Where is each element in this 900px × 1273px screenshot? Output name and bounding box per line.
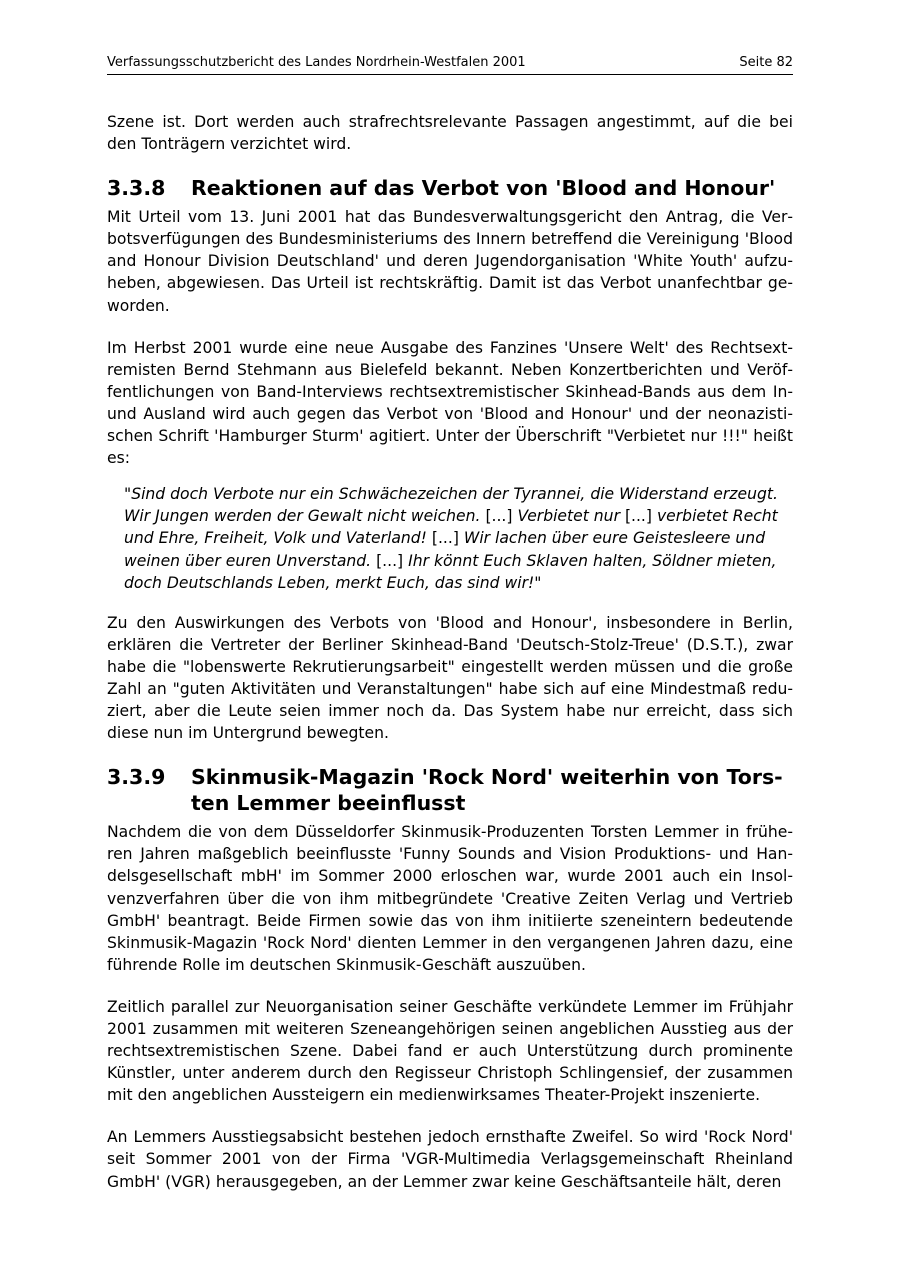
quote-text: Wir lachen über eure Geistesleere und weinen über euren Unverstand. [124, 529, 766, 570]
section-number: 3.3.9 [107, 765, 166, 790]
section-title: Skinmusik-Magazin 'Rock Nord' weiterhin von Torsten Lemmer beeinflusst [191, 765, 783, 816]
body-paragraph: Zeitlich parallel zur Neuorganisation seiner Geschäfte verkündete Lemmer im Frühjahr 2001 zusammen mit weiteren Szeneangehörigen seinen angeblichen Ausstieg aus der rechtsextremistischen Szene. Dabei fand er auch Unterstützung durch prominente Künstler, unter anderem durch den Regisseur Christoph Schlingensief, der zusammen mit den angeblichen Aussteigern ein medienwirksames Theater-Projekt inszenierte. [107, 997, 793, 1105]
quote-ellipsis: [...] [376, 551, 404, 570]
quote-ellipsis: [...] [485, 507, 513, 526]
section-heading-3-3-8 [107, 175, 793, 201]
body-paragraph: Zu den Auswirkungen des Verbots von 'Blood and Honour', insbesondere in Berlin, erklären die Vertreter der Berliner Skinhead-Band 'Deutsch-Stolz-Treue' (D.S.T.), zwar habe die "lobenswerte Rekrutierungsarbeit" eingestellt werden müssen und die große Zahl an "guten Aktivitäten und Veranstaltungen" habe sich auf eine Mindestmaß reduziert, aber die Leute seien immer noch da. Das System habe nur erreicht, dass sich diese nun im Untergrund bewegten. [107, 613, 793, 743]
running-header [107, 54, 793, 75]
body-paragraph: Nachdem die von dem Düsseldorfer Skinmusik-Produzenten Torsten Lemmer in früheren Jahren maßgeblich beeinflusste 'Funny Sounds and Vision Produktions- und Handelsgesellschaft mbH' im Sommer 2000 erloschen war, wurde 2001 auch ein Insolvenzverfahren über die von ihm mitbegründete 'Creative Zeiten Verlag und Vertrieb GmbH' beantragt. Beide Firmen sowie das von ihm initiierte szeneintern bedeutende Skinmusik-Magazin 'Rock Nord' dienten Lemmer in den vergangenen Jahren dazu, eine führende Rolle im deutschen Skinmusik-Geschäft auszuüben. [107, 823, 793, 974]
quote-ellipsis: [...] [624, 507, 652, 526]
quote-open-mark: " [124, 485, 132, 504]
page-number: Seite 82 [739, 55, 793, 70]
quote-close-mark: " [534, 573, 542, 592]
quote-text: Ihr könnt Euch Sklaven halten, Söldner mieten, doch Deutschlands Leben, merkt Euch, das sind wir! [124, 551, 777, 592]
block-quote [124, 483, 794, 593]
quote-text: verbietet Recht und Ehre, Freiheit, Volk und Vaterland! [124, 507, 778, 548]
header-title: Verfassungsschutzbericht des Landes Nordrhein-Westfalen 2001 [107, 55, 526, 70]
intro-paragraph: Szene ist. Dort werden auch strafrechtsrelevante Passagen angestimmt, auf die bei den Tonträgern verzichtet wird. [107, 113, 793, 154]
quote-text: Verbietet nur [512, 507, 625, 526]
body-paragraph: An Lemmers Ausstiegsabsicht bestehen jedoch ernsthafte Zweifel. So wird 'Rock Nord' seit Sommer 2001 von der Firma 'VGR-Multimedia Verlagsgemeinschaft Rheinland GmbH' (VGR) herausgegeben, an der Lemmer zwar keine Geschäftsanteile hält, deren [107, 1128, 793, 1191]
page-content [107, 111, 793, 1193]
body-paragraph: Im Herbst 2001 wurde eine neue Ausgabe des Fanzines 'Unsere Welt' des Rechtsextremisten Bernd Stehmann aus Bielefeld bekannt. Neben Konzertberichten und Veröffentlichungen von Band-Interviews rechtsextremistischer Skinhead-Bands aus dem In- und Ausland wird auch gegen das Verbot von 'Blood and Honour' und der neonazistischen Schrift 'Hamburger Sturm' agitiert. Unter der Überschrift "Verbietet nur !!!" heißt es: [107, 338, 793, 468]
body-paragraph: Mit Urteil vom 13. Juni 2001 hat das Bundesverwaltungsgericht den Antrag, die Verbotsverfügungen des Bundesministeriums des Innern betreffend die Vereinigung 'Blood and Honour Division Deutschland' und deren Jugendorganisation 'White Youth' aufzuheben, abgewiesen. Das Urteil ist rechtskräftig. Damit ist das Verbot unanfechtbar geworden. [107, 208, 793, 315]
section-number: 3.3.8 [107, 176, 166, 201]
section-heading-3-3-9 [107, 764, 793, 816]
quote-text: Sind doch Verbote nur ein Schwächezeichen der Tyrannei, die Widerstand erzeugt. Wir Jungen werden der Gewalt nicht weichen. [124, 485, 778, 526]
document-page [107, 54, 793, 1193]
section-title: Reaktionen auf das Verbot von 'Blood and Honour' [191, 176, 776, 201]
quote-ellipsis: [...] [431, 529, 459, 548]
